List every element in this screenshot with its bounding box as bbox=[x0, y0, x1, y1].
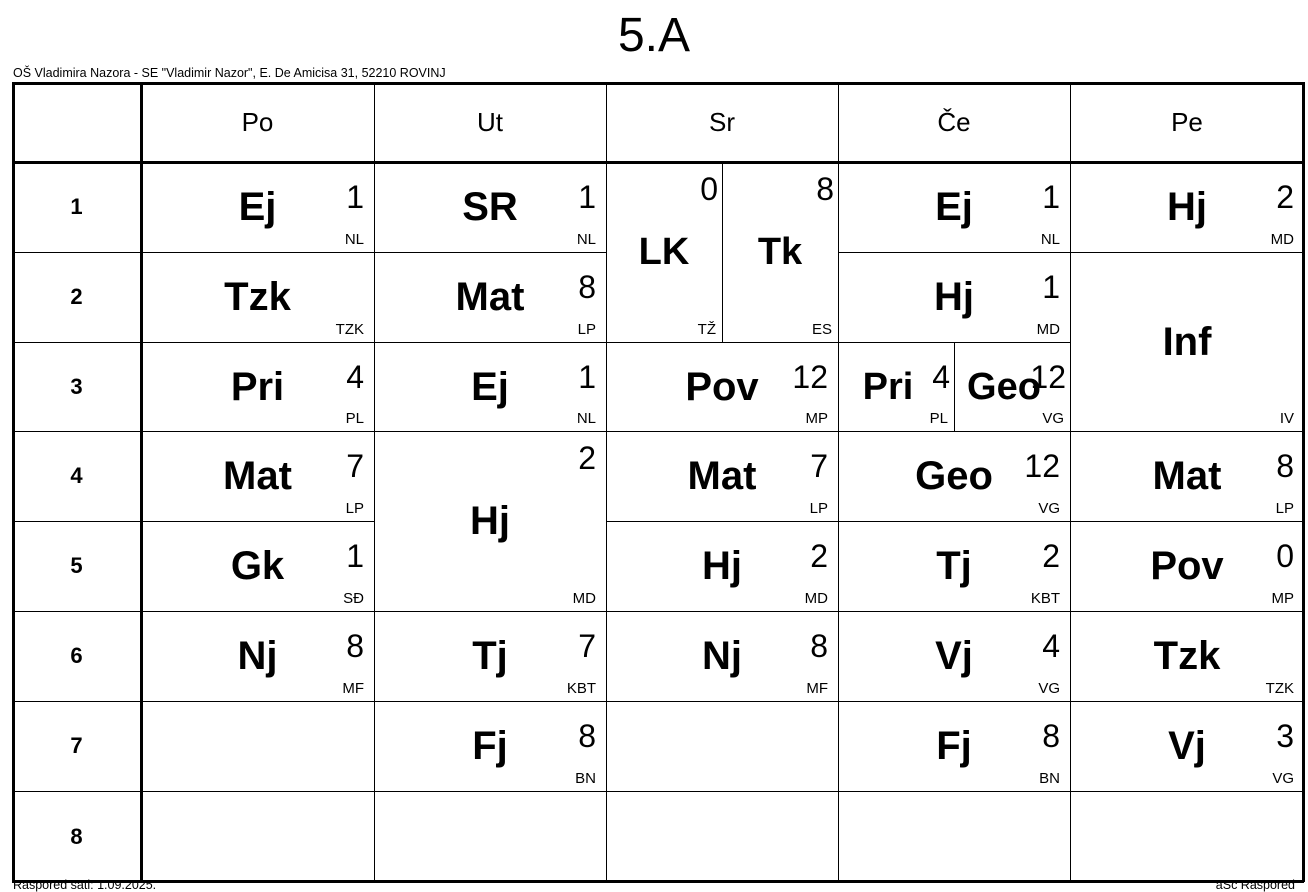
cell-row-line bbox=[141, 791, 375, 792]
lesson-subject: Pri bbox=[862, 365, 914, 408]
lesson-room: 8 bbox=[346, 628, 364, 664]
lesson-cell bbox=[838, 162, 1070, 252]
lesson-room: 2 bbox=[1276, 179, 1294, 215]
lesson-subject: Ej bbox=[471, 364, 509, 409]
lesson-cell bbox=[1070, 252, 1304, 431]
lesson-subject: Hj bbox=[1167, 185, 1207, 229]
lesson-room: 7 bbox=[346, 448, 364, 484]
lesson-subject: Gk bbox=[230, 544, 285, 588]
lesson-subject: Tj bbox=[936, 544, 972, 588]
lesson-teacher: PL bbox=[929, 410, 948, 427]
lesson-subject: Inf bbox=[1162, 319, 1212, 364]
footer-date: Raspored sati: 1.09.2025. bbox=[13, 878, 157, 892]
lesson-teacher: MD bbox=[804, 590, 828, 607]
lesson-cell bbox=[838, 701, 1070, 791]
lesson-room: 12 bbox=[1030, 359, 1066, 395]
lesson-teacher: MP bbox=[805, 410, 828, 427]
lesson-teacher: LP bbox=[809, 500, 828, 517]
lesson-teacher: VG bbox=[1042, 410, 1064, 427]
cell-row-line bbox=[141, 701, 375, 702]
lesson-subject: Vj bbox=[935, 634, 973, 678]
period-number: 7 bbox=[70, 733, 83, 758]
lesson-cell bbox=[838, 521, 1070, 611]
lesson-teacher: VG bbox=[1038, 500, 1060, 517]
lesson-teacher: NL bbox=[1040, 231, 1060, 248]
lesson-subject: Tzk bbox=[224, 275, 291, 319]
lesson-cell bbox=[838, 252, 1070, 342]
lesson-subject: Hj bbox=[702, 544, 742, 588]
lesson-room: 7 bbox=[578, 628, 596, 664]
cell-row-line bbox=[606, 791, 839, 792]
lesson-cell bbox=[606, 342, 838, 431]
lesson-teacher: MD bbox=[572, 590, 596, 607]
lesson-subject: Tk bbox=[757, 231, 803, 273]
lesson-teacher: VG bbox=[1038, 680, 1060, 697]
lesson-subject: LK bbox=[638, 231, 690, 273]
period-number: 6 bbox=[70, 643, 83, 668]
period-row-line bbox=[12, 701, 141, 702]
lesson-room: 8 bbox=[1042, 718, 1060, 754]
lesson-subject: Hj bbox=[470, 499, 510, 543]
period-row-line bbox=[12, 342, 141, 343]
lesson-cell bbox=[606, 611, 838, 701]
lesson-room: 12 bbox=[792, 359, 828, 395]
cell-row-line bbox=[1070, 791, 1305, 792]
cell-row-line bbox=[374, 791, 607, 792]
lesson-subject: Mat bbox=[223, 454, 292, 498]
lesson-room: 12 bbox=[1024, 448, 1060, 484]
lesson-subject: Pri bbox=[230, 364, 285, 409]
lesson-teacher: TŽ bbox=[697, 321, 716, 338]
lesson-teacher: VG bbox=[1272, 770, 1294, 787]
lesson-cell bbox=[141, 611, 374, 701]
lesson-teacher: NL bbox=[576, 231, 596, 248]
lesson-cell bbox=[606, 521, 838, 611]
lesson-cell bbox=[374, 431, 606, 611]
lesson-room: 8 bbox=[578, 718, 596, 754]
day-header-1: Po bbox=[241, 107, 274, 137]
lesson-cell bbox=[141, 431, 374, 521]
lesson-cell bbox=[1070, 431, 1304, 521]
lesson-room: 1 bbox=[346, 538, 364, 574]
lesson-teacher: MF bbox=[342, 680, 364, 697]
lesson-teacher: ES bbox=[811, 321, 832, 338]
lesson-teacher: LP bbox=[1275, 500, 1294, 517]
lesson-teacher: LP bbox=[577, 321, 596, 338]
lesson-room: 1 bbox=[578, 179, 596, 215]
lesson-cell bbox=[838, 431, 1070, 521]
day-header-3: Sr bbox=[709, 107, 735, 137]
lesson-cell bbox=[141, 162, 374, 252]
lesson-cell bbox=[954, 342, 1070, 431]
period-number: 8 bbox=[70, 823, 83, 849]
lesson-cell bbox=[606, 162, 722, 342]
lesson-teacher: MD bbox=[1036, 321, 1060, 338]
period-row-line bbox=[12, 252, 141, 253]
day-header-2: Ut bbox=[477, 107, 503, 137]
lesson-subject: Tzk bbox=[1153, 634, 1221, 678]
lesson-subject: Vj bbox=[1168, 724, 1206, 768]
lesson-room: 1 bbox=[346, 179, 364, 215]
day-header-4: Če bbox=[937, 107, 971, 137]
lesson-room: 4 bbox=[932, 359, 950, 395]
lesson-subject: Mat bbox=[687, 454, 757, 498]
lesson-subject: Tj bbox=[472, 634, 508, 678]
lesson-subject: Mat bbox=[455, 275, 525, 319]
lesson-cell bbox=[141, 252, 374, 342]
lesson-subject: Nj bbox=[702, 634, 742, 678]
lesson-teacher: IV bbox=[1279, 410, 1294, 427]
lesson-teacher: MP bbox=[1271, 590, 1294, 607]
lesson-cell bbox=[1070, 162, 1304, 252]
timetable-title: 5.A bbox=[617, 9, 691, 62]
lesson-cell bbox=[606, 431, 838, 521]
lesson-subject: SR bbox=[462, 185, 518, 229]
period-number: 2 bbox=[70, 284, 83, 309]
lesson-room: 8 bbox=[578, 269, 596, 305]
period-number: 3 bbox=[70, 373, 83, 399]
footer-app: aSc Raspored bbox=[1215, 878, 1295, 892]
lesson-room: 2 bbox=[810, 538, 828, 574]
lesson-subject: Ej bbox=[935, 185, 973, 229]
lesson-teacher: TZK bbox=[335, 321, 364, 338]
lesson-teacher: BN bbox=[1039, 770, 1060, 787]
lesson-room: 1 bbox=[1042, 179, 1060, 215]
lesson-room: 4 bbox=[346, 359, 364, 395]
lesson-room: 3 bbox=[1276, 718, 1294, 754]
grid-border-bottom bbox=[12, 880, 1304, 883]
lesson-room: 2 bbox=[1042, 538, 1060, 574]
period-row-line bbox=[12, 611, 141, 612]
lesson-room: 0 bbox=[1276, 538, 1294, 574]
lesson-cell bbox=[141, 521, 374, 611]
lesson-cell bbox=[374, 162, 606, 252]
lesson-teacher: NL bbox=[576, 410, 596, 427]
lesson-cell bbox=[838, 611, 1070, 701]
lesson-room: 4 bbox=[1042, 628, 1060, 664]
day-header-5: Pe bbox=[1171, 107, 1203, 137]
lesson-subject: Nj bbox=[237, 634, 278, 678]
lesson-subject: Mat bbox=[1152, 454, 1222, 498]
lesson-room: 1 bbox=[1042, 269, 1060, 305]
lesson-cell bbox=[722, 162, 838, 342]
lesson-teacher: PL bbox=[345, 410, 364, 427]
lesson-teacher: LP bbox=[345, 500, 364, 517]
lesson-cell bbox=[1070, 521, 1304, 611]
lesson-room: 1 bbox=[578, 359, 596, 395]
lesson-subject: Fj bbox=[472, 724, 508, 768]
period-number: 1 bbox=[70, 194, 83, 219]
lesson-subject: Hj bbox=[934, 275, 974, 319]
lesson-room: 7 bbox=[810, 448, 828, 484]
lesson-teacher: MD bbox=[1270, 231, 1294, 248]
lesson-subject: Fj bbox=[936, 724, 972, 768]
period-number: 4 bbox=[70, 463, 83, 488]
lesson-subject: Ej bbox=[238, 185, 277, 229]
grid-border-top bbox=[12, 82, 1304, 85]
lesson-cell bbox=[374, 611, 606, 701]
cell-row-line bbox=[606, 701, 839, 702]
lesson-teacher: TZK bbox=[1265, 680, 1294, 697]
lesson-subject: Geo bbox=[915, 454, 993, 498]
lesson-cell bbox=[374, 342, 606, 431]
lesson-subject: Pov bbox=[1150, 544, 1224, 588]
lesson-cell bbox=[1070, 611, 1304, 701]
cell-row-line bbox=[838, 791, 1071, 792]
lesson-cell bbox=[374, 701, 606, 791]
school-name: OŠ Vladimira Nazora - SE "Vladimir Nazor", E. De Amicisa 31, 52210 ROVINJ bbox=[13, 66, 446, 80]
lesson-room: 8 bbox=[816, 171, 834, 207]
lesson-teacher: KBT bbox=[566, 680, 596, 697]
period-row-line bbox=[12, 431, 141, 432]
lesson-cell bbox=[838, 342, 954, 431]
lesson-teacher: SĐ bbox=[343, 590, 364, 607]
lesson-teacher: NL bbox=[344, 231, 364, 248]
lesson-room: 2 bbox=[578, 440, 596, 476]
lesson-teacher: BN bbox=[575, 770, 596, 787]
period-number: 5 bbox=[70, 553, 83, 578]
lesson-cell bbox=[1070, 701, 1304, 791]
lesson-teacher: MF bbox=[806, 680, 828, 697]
lesson-room: 8 bbox=[1276, 448, 1294, 484]
period-row-line bbox=[12, 791, 141, 792]
lesson-room: 8 bbox=[810, 628, 828, 664]
lesson-cell bbox=[141, 342, 374, 431]
lesson-room: 0 bbox=[700, 171, 718, 207]
lesson-subject: Pov bbox=[685, 364, 759, 409]
lesson-subject: Geo bbox=[967, 365, 1041, 408]
period-row-line bbox=[12, 521, 141, 522]
lesson-teacher: KBT bbox=[1030, 590, 1060, 607]
lesson-cell bbox=[374, 252, 606, 342]
